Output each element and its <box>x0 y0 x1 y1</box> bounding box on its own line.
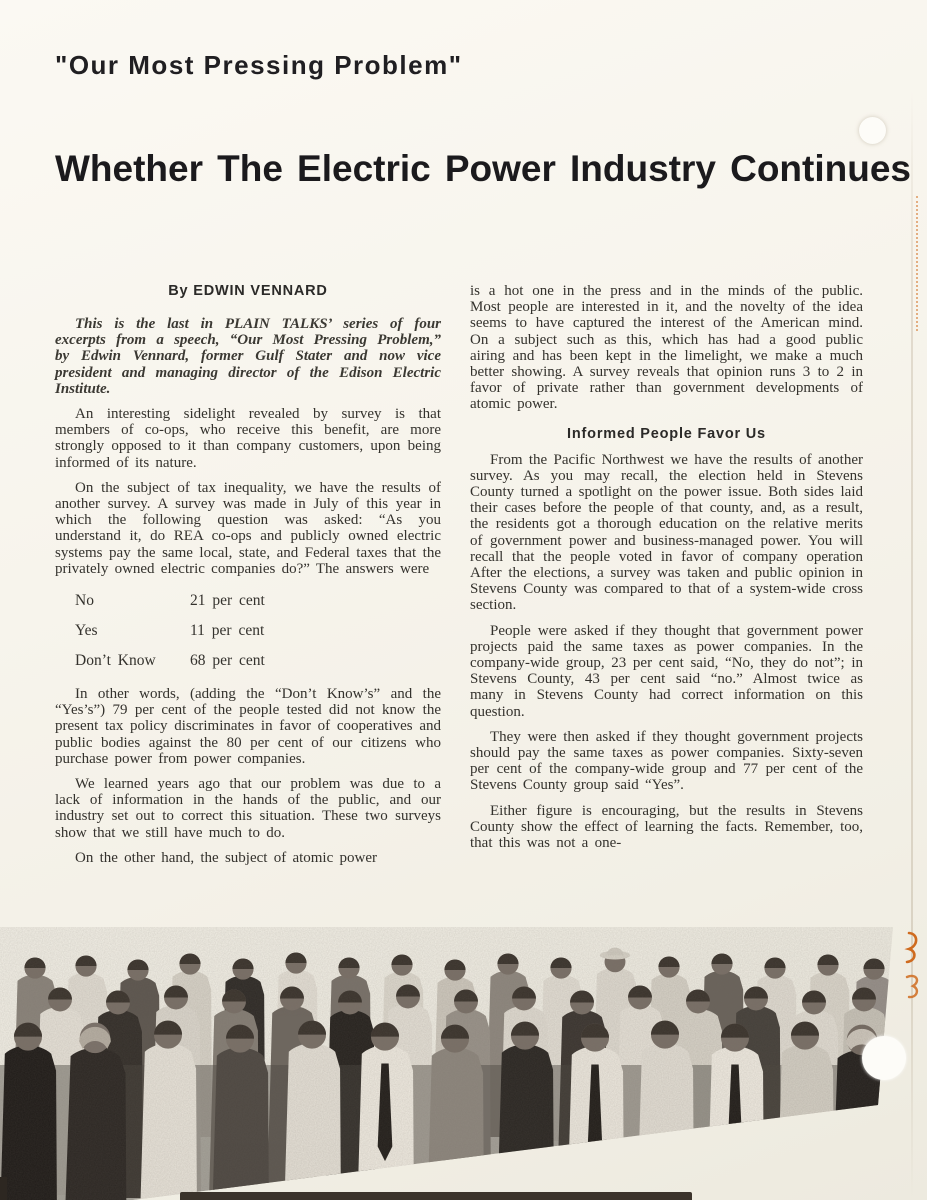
answer-value: 11 per cent <box>190 622 265 640</box>
paragraph: People were asked if they thought that government power projects paid the same taxes as power companies. In the company-wide group, 23 per cent said, “No, they do not”; in Stevens County, 43 per cent said “no.” Almost twice as many in Stevens County had correct information on this question. <box>470 622 863 720</box>
paragraph: On the other hand, the subject of atomic power <box>75 849 377 866</box>
scan-edge-strip <box>180 1192 692 1200</box>
answer-value: 21 per cent <box>190 592 265 610</box>
answer-label: No <box>75 592 94 610</box>
answer-label: Don’t Know <box>75 652 156 670</box>
section-subhead: Informed People Favor Us <box>567 425 766 442</box>
paragraph: On the subject of tax inequality, we have the results of another survey. A survey was made in July of this year in which the following question was asked: “As you understand it, do REA co-ops and publicly owned electric systems pay the same local, state, and Federal taxes that the privately owned electric companies do?” The answers were <box>55 479 441 577</box>
paragraph: We learned years ago that our problem was due to a lack of information in the hands of the public, and our industry set out to correct this situation. These two surveys show that we still have much to do. <box>55 776 441 841</box>
left-column <box>55 283 441 875</box>
orange-dotted-line <box>916 196 918 331</box>
headline: Whether The Electric Power Industry Continues <box>55 148 911 189</box>
paragraph: They were then asked if they thought government projects should pay the same taxes as power companies. Sixty-seven per cent of the company-wide group and 77 per cent of the Stevens County group said “Yes”. <box>470 728 863 794</box>
table-row <box>75 616 441 646</box>
lede-paragraph: This is the last in PLAIN TALKS’ series of four excerpts from a speech, “Our Most Pressing Problem,” by Edwin Vennard, former Gulf Stater and now vice president and managing director of the Edison Electric Institute. <box>55 316 441 397</box>
group-photo <box>0 915 927 1200</box>
table-row <box>75 646 441 676</box>
photo-grain <box>0 915 927 1200</box>
paragraph: In other words, (adding the “Don’t Know’s” and the “Yes’s”) 79 per cent of the people tested did not know the present tax policy discriminates in favor of cooperatives and public bodies against the 80 per cent of our citizens who purchase power from power companies. <box>55 686 441 767</box>
paragraph: An interesting sidelight revealed by survey is that members of co-ops, who receive this benefit, are more strongly opposed to it than company customers, upon being informed of its nature. <box>55 406 441 471</box>
article-body <box>55 283 863 875</box>
kicker-quote: "Our Most Pressing Problem" <box>55 50 463 80</box>
punch-hole <box>859 117 886 144</box>
table-row <box>75 586 441 616</box>
survey-results-table <box>75 586 441 676</box>
scan-corner-mark <box>0 1177 7 1200</box>
answer-label: Yes <box>75 622 98 640</box>
punch-hole <box>862 1036 906 1080</box>
byline: By EDWIN VENNARD <box>168 283 328 299</box>
handwritten-marks-icon <box>895 925 927 1015</box>
paragraph: is a hot one in the press and in the minds of the public. Most people are interested in it, and the novelty of the idea seems to have captured the interest of the American mind. On a subject such as this, which has had a good public airing and has been kept in the limelight, we make a much better showing. A survey reveals that opinion runs 3 to 2 in favor of private rather than government developments of atomic power. <box>470 283 863 413</box>
paragraph: Either figure is encouraging, but the results in Stevens County show the effect of learning the facts. Remember, too, that this was not a one- <box>470 802 863 852</box>
paragraph: From the Pacific Northwest we have the results of another survey. As you may recall, the election held in Stevens County turned a spotlight on the power issue. Both sides laid their cases before the people of that county, and, as a result, the residents got a thorough education on the relative merits of government power and business-managed power. You will recall that the people voted in favor of company operation After the elections, a survey was taken and public opinion in Stevens County was compared to that of a system-wide cross section. <box>470 451 863 614</box>
answer-value: 68 per cent <box>190 652 265 670</box>
right-column <box>470 283 863 875</box>
